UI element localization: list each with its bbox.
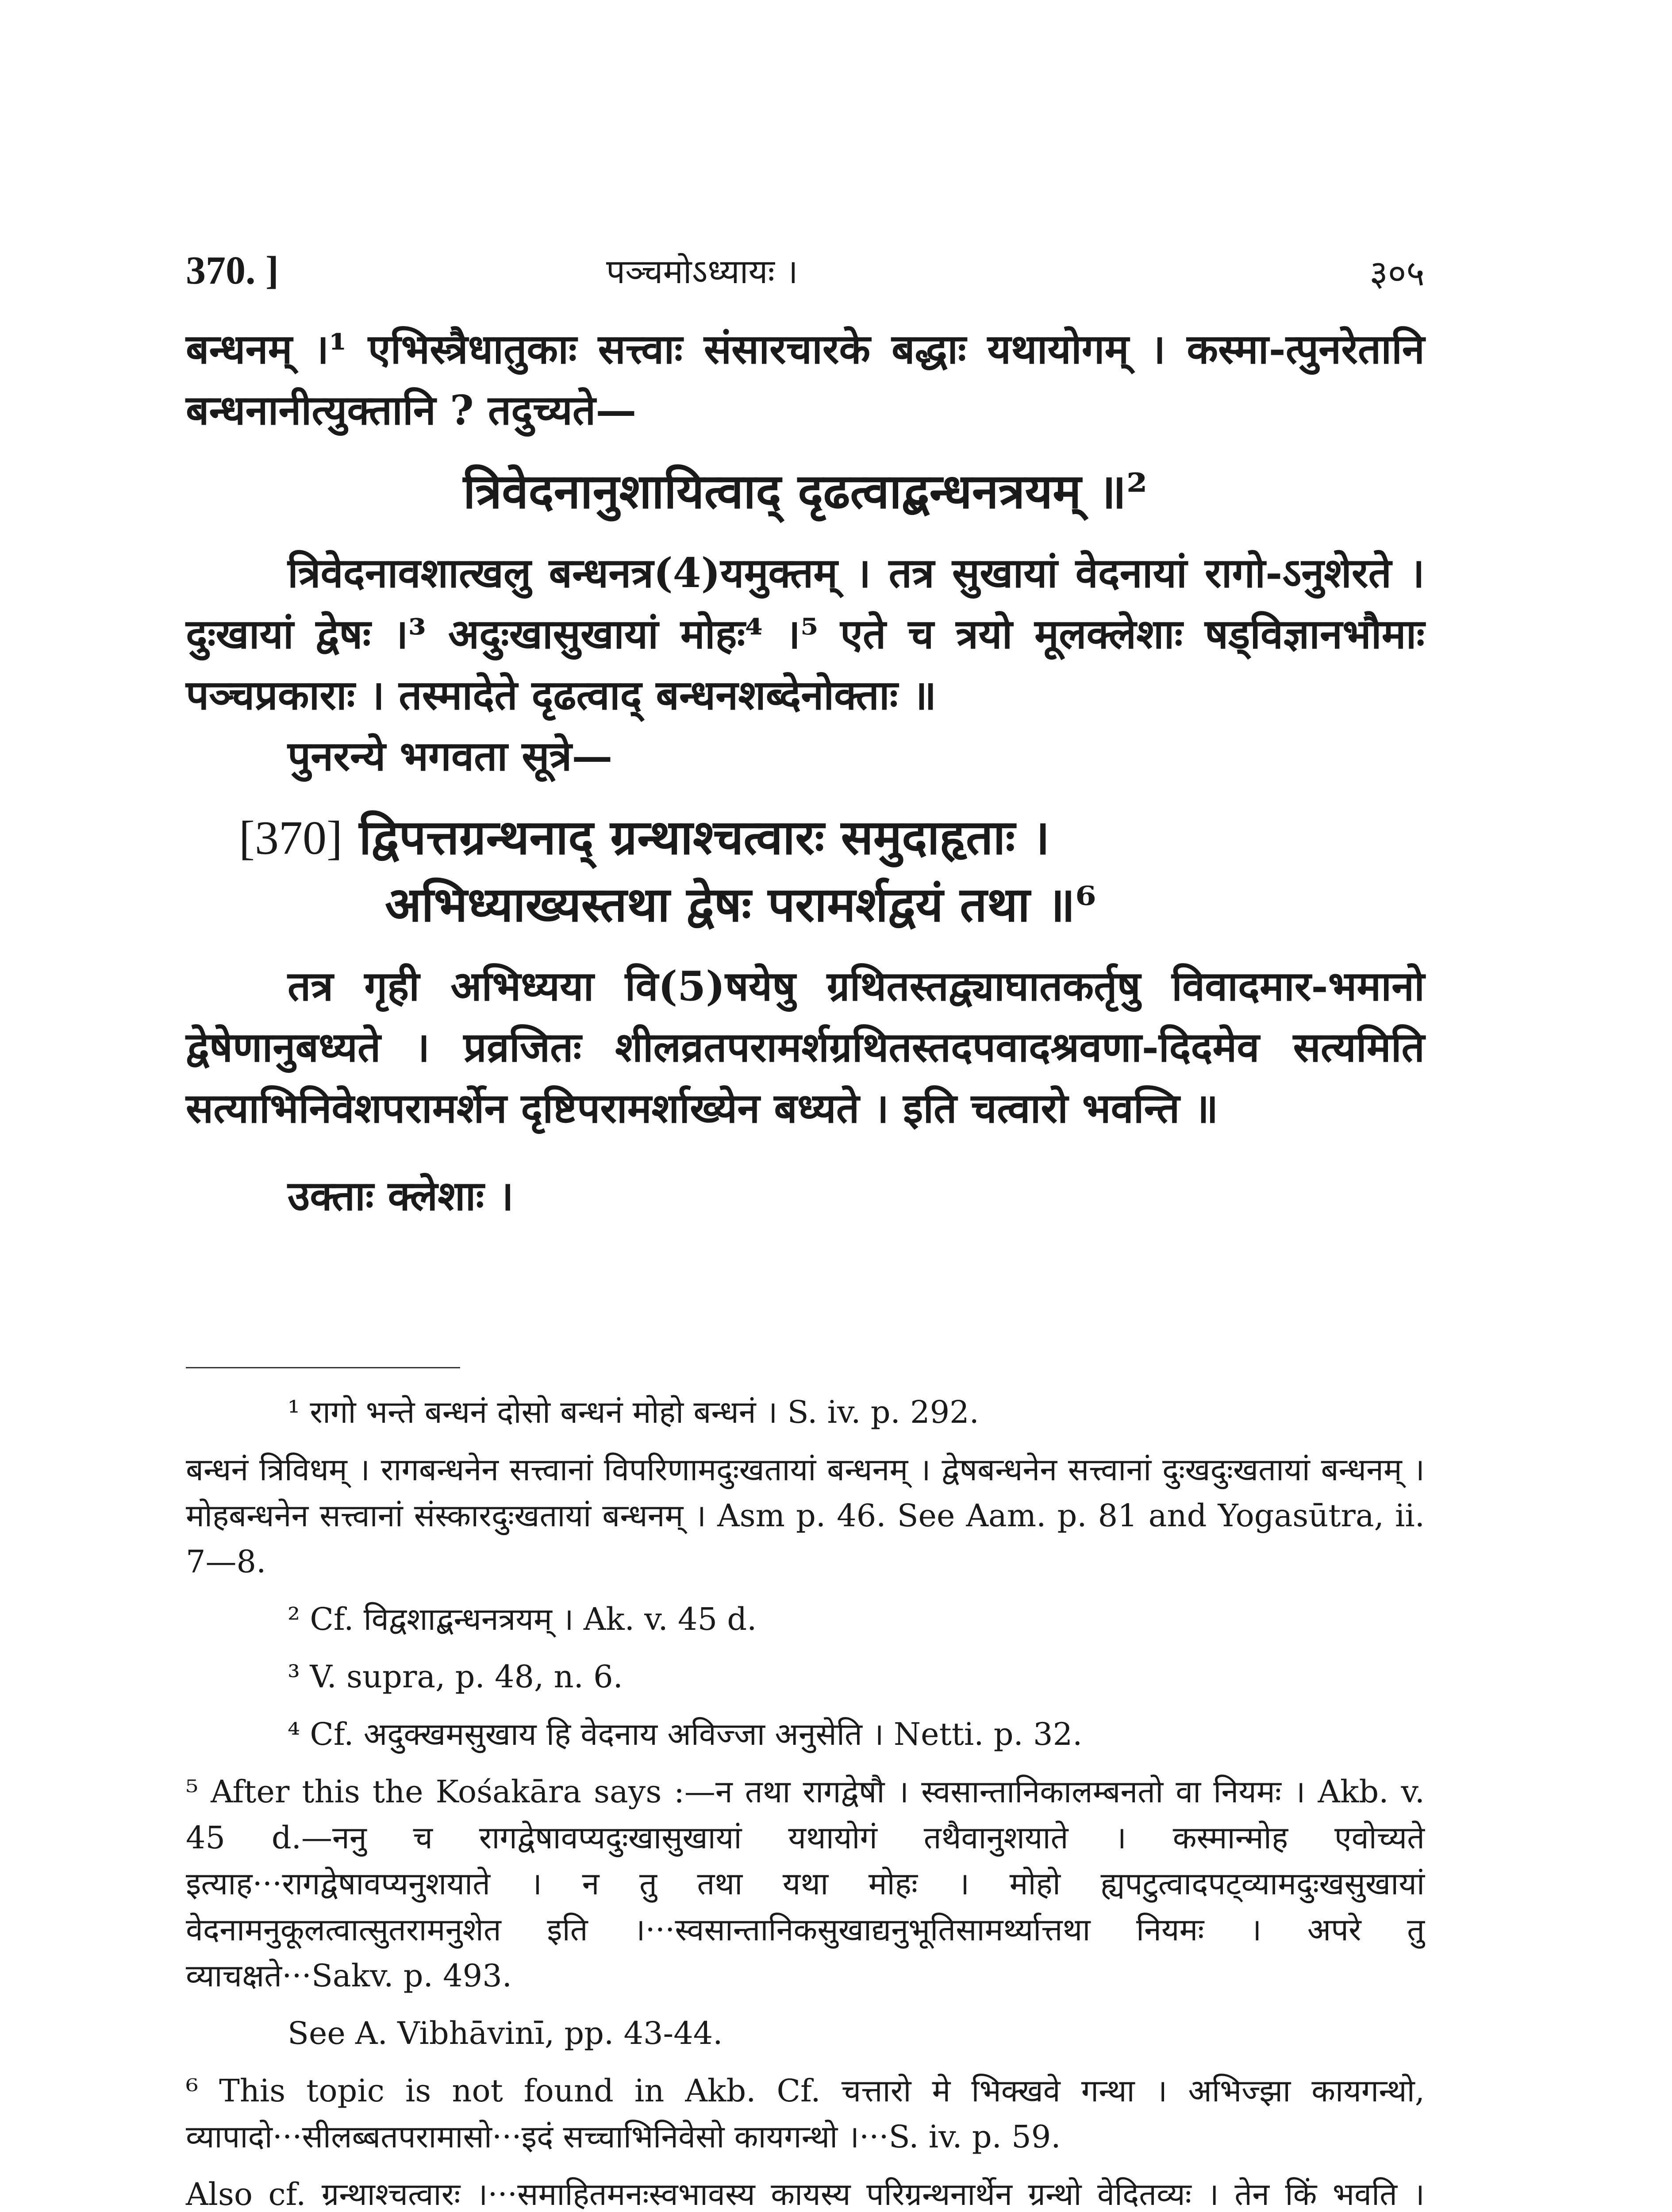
footnote-1: ¹ रागो भन्ते बन्धनं दोसो बन्धनं मोहो बन्धनं । S. iv. p. 292. xyxy=(288,1394,979,1430)
verse-2-line-2: अभिध्याख्यस्तथा द्वेषः परामर्शद्वयं तथा ॥⁶ xyxy=(385,877,1096,933)
footnote-1-continued: बन्धनं त्रिविधम् । रागबन्धनेन सत्त्वानां विपरिणामदुःखतायां बन्धनम् । द्वेषबन्धनेन सत्त्वानां दुःखदुःखतायां बन्धनम् । मोहबन्धनेन सत्त्वानां संस्कारदुःखतायां बन्धनम् । Asm p. 46. See Aam. p. 81 and Yogasūtra, ii. 7—8. xyxy=(186,1452,1425,1580)
page-number: ३०५ xyxy=(1369,253,1425,294)
verse-2-line-1: द्विपत्तग्रन्थनाद् ग्रन्थाश्चत्वारः समुदाहृताः । xyxy=(359,810,1050,865)
verse-number: [370] xyxy=(239,812,342,864)
paragraph-2: त्रिवेदनावशात्खलु बन्धनत्र(4)यमुक्तम् । तत्र सुखायां वेदनायां रागो-ऽनुशेरते । दुःखायां द्वेषः ।³ अदुःखासुखायां मोहः⁴ ।⁵ एते च त्रयो मूलक्लेशाः षड्विज्ञानभौमाः पञ्चप्रकाराः । तस्मादेते दृढत्वाद् बन्धनशब्देनोक्ताः ॥ xyxy=(186,549,1425,719)
footnote-6: ⁶ This topic is not found in Akb. Cf. चत्तारो मे भिक्खवे गन्था । अभिज्झा कायगन्थो, व्यापादो···सीलब्बतपरामासो···इदं सच्चाभिनिवेसो कायगन्थो ।···S. iv. p. 59. xyxy=(186,2073,1425,2155)
paragraph-3: पुनरन्ये भगवता सूत्रे— xyxy=(288,732,613,780)
footnote-5: ⁵ After this the Kośakāra says :—न तथा रागद्वेषौ । स्वसान्तानिकालम्बनतो वा नियमः । Akb. v. 45 d.—ननु च रागद्वेषावप्यदुःखासुखायां यथायोगं तथैवानुशयाते । कस्मान्मोह एवोच्यते इत्याह···रागद्वेषावप्यनुशयाते । न तु तथा यथा मोहः । मोहो ह्यपटुत्वादपट्व्यामदुःखसुखायां वेदनामनुकूलत्वात्सुतरामनुशेत इति ।···स्वसान्तानिकसुखाद्यनुभूतिसामर्थ्यात्तथा नियमः । अपरे तु व्याचक्षते···Sakv. p. 493. xyxy=(186,1774,1425,1994)
chapter-title: पञ्चमोऽध्यायः । xyxy=(606,252,798,291)
main-text xyxy=(186,319,1425,1226)
footnotes xyxy=(186,1389,1425,2212)
verse-1: त्रिवेदनानुशायित्वाद् दृढत्वाद्बन्धनत्रयम् ॥² xyxy=(463,464,1148,519)
footnote-3: ³ V. supra, p. 48, n. 6. xyxy=(288,1659,623,1695)
paragraph-1: बन्धनम् ।¹ एभिस्त्रैधातुकाः सत्त्वाः संसारचारके बद्धाः यथायोगम् । कस्मा-त्पुनरेतानि बन्धनानीत्युक्तानि ? तदुच्यते— xyxy=(186,325,1425,434)
footnote-2: ² Cf. विद्वशाद्बन्धनत्रयम् । Ak. v. 45 d. xyxy=(288,1601,757,1637)
footnote-divider xyxy=(186,1367,460,1368)
footnote-4: ⁴ Cf. अदुक्खमसुखाय हि वेदनाय अविज्जा अनुसेति । Netti. p. 32. xyxy=(288,1716,1083,1752)
paragraph-5: उक्ताः क्लेशाः । xyxy=(288,1172,514,1220)
footnote-6-also: Also cf. ग्रन्थाश्चत्वारः ।···समाहितमनःस्वभावस्य कायस्य परिग्रन्थनार्थेन ग्रन्थो वेदितव्यः । तेन किं भवति । xyxy=(186,2176,1425,2212)
paragraph-4: तत्र गृही अभिध्यया वि(5)षयेषु ग्रथितस्तद्व्याघातकर्तृषु विवादमार-भमानो द्वेषेणानुबध्यते । प्रव्रजितः शीलव्रतपरामर्शग्रथितस्तदपवादश्रवणा-दिदमेव सत्यमिति सत्याभिनिवेशपरामर्शेन दृष्टिपरामर्शाख्येन बध्यते । इति चत्वारो भवन्ति ॥ xyxy=(186,962,1425,1132)
running-header xyxy=(186,248,1425,305)
footnote-5-see-also: See A. Vibhāvinī, pp. 43-44. xyxy=(288,2015,723,2051)
verse-2 xyxy=(186,804,1425,938)
section-number: 370. ] xyxy=(186,249,279,292)
